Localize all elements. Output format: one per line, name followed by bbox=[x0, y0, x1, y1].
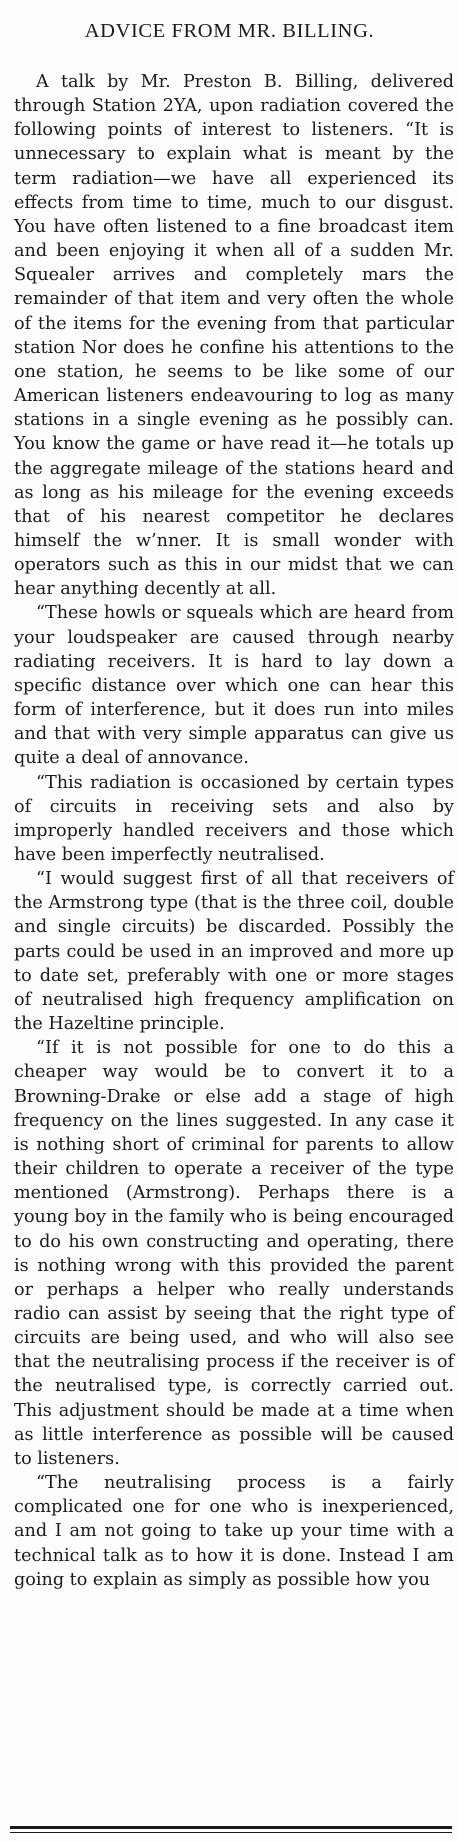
paragraph-howls: “These howls or squeals which are heard from your loudspeaker are caused through nearby radiating receivers. It is hard to lay down a specific distance over which one can hear this form of interference, but it does run into miles and that with very simple apparatus can give us quite a deal of annovance. bbox=[14, 603, 454, 769]
column-end-rule bbox=[10, 1826, 452, 1829]
headline: ADVICE FROM MR. BILLING. bbox=[84, 20, 375, 42]
paragraph-neutralising: “The neutralising process is a fairly complicated one for one who is inexperienced, and I am not going to take up your time with a technical talk as to how it is done. Instead I am going to explain as simply as possible how you bbox=[14, 1473, 454, 1590]
paragraph-intro: A talk by Mr. Preston B. Billing, delivered through Station 2YA, upon radiation covered the following points of interest to listeners. “It is unnecessary to explain what is meant by the term radiation—we have all experienced its effects from time to time, much to our disgust. You have often listened to a fine broadcast item and been enjoying it when all of a sudden Mr. Squealer arrives and completely mars the remainder of that item and very often the whole of the items for the evening from that particular station Nor does he confine his attentions to the one station, he seems to be like some of our American listeners endeavouring to log as many stations in a single evening as he possibly can. You know the game or have read it—he totals up the aggregate mileage of the stations heard and as long as his mileage for the evening exceeds that of his nearest competitor he declares himself the w’nner. It is small wonder with operators such as this in our midst that we can hear anything decently at all. bbox=[14, 72, 454, 600]
paragraph-convert: “If it is not possible for one to do this a cheaper way would be to convert it to a Browning-Drake or else add a stage of high frequency on the lines suggested. In any case it is nothing short of criminal for parents to allow their children to operate a receiver of the type mentioned (Armstrong). Perhaps there is a young boy in the family who is being encouraged to do his own constructing and operating, there is nothing wrong with this provided the parent or perhaps a helper who really understands radio can assist by seeing that the right type of circuits are being used, and who will also see that the neutralising process if the receiver is of the neutralised type, is correctly carried out. This adjustment should be made at a time when as little interference as possible will be caused to listeners. bbox=[14, 1038, 454, 1469]
column-end-rule-thin bbox=[10, 1832, 452, 1833]
paragraph-radiation-causes: “This radiation is occasioned by certain types of circuits in receiving sets and also by improperly handled receivers and those which have been imperfectly neutralised. bbox=[14, 772, 454, 865]
article-body bbox=[14, 70, 454, 1592]
paragraph-armstrong: “I would suggest first of all that receivers of the Armstrong type (that is the three coil, double and single circuits) be discarded. Possibly the parts could be used in an improved and more up to date set, preferably with one or more stages of neutralised high frequency amplification on the Hazeltine principle. bbox=[14, 869, 454, 1035]
